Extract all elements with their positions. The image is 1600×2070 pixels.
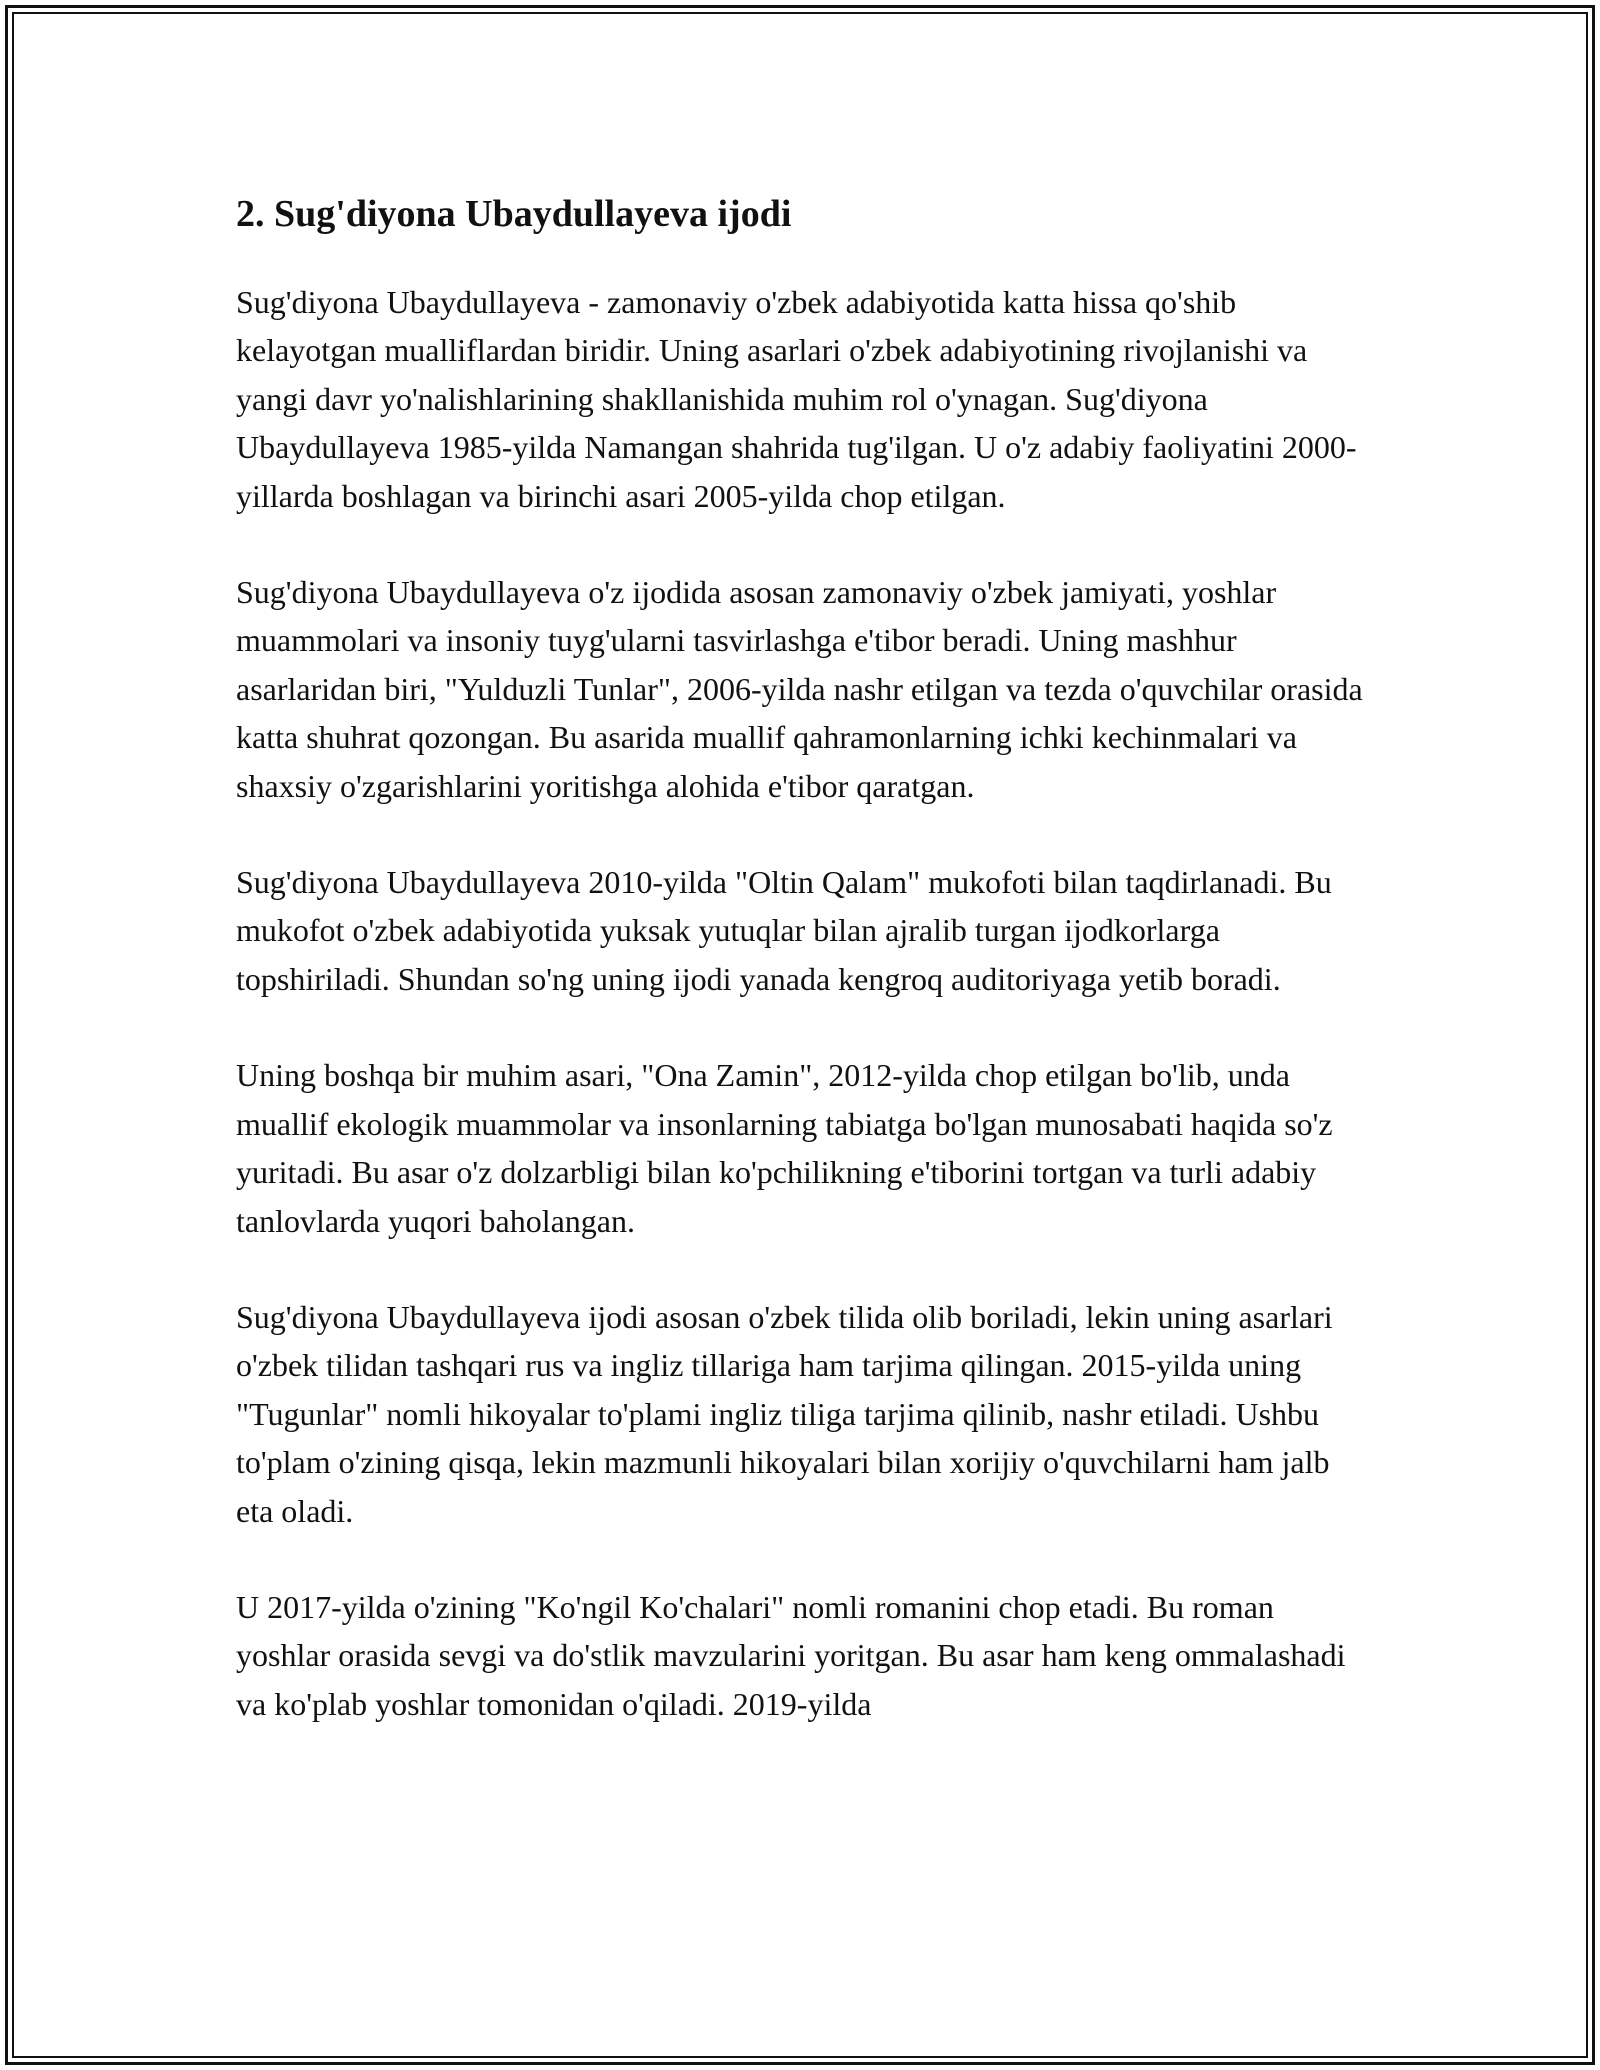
paragraph-2: Sug'diyona Ubaydullayeva o'z ijodida asosan zamonaviy o'zbek jamiyati, yoshlar muammolari va insoniy tuyg'ularni tasvirlashga e'tibor beradi. Uning mashhur asarlaridan biri, "Yulduzli Tunlar", 2006-yilda nashr etilgan va tezda o'quvchilar orasida katta shuhrat qozongan. Bu asarida muallif qahramonlarning ichki kechinmalari va shaxsiy o'zgarishlarini yoritishga alohida e'tibor qaratgan. — [236, 574, 1363, 804]
paragraph-4: Uning boshqa bir muhim asari, "Ona Zamin", 2012-yilda chop etilgan bo'lib, unda muallif ekologik muammolar va insonlarning tabiatga bo'lgan munosabati haqida so'z yuritadi. Bu asar o'z dolzarbligi bilan ko'pchilikning e'tiborini tortgan va turli adabiy tanlovlarda yuqori baholangan. — [236, 1057, 1333, 1239]
paragraph-1: Sug'diyona Ubaydullayeva - zamonaviy o'zbek adabiyotida katta hissa qo'shib kelayotgan mualliflardan biridir. Uning asarlari o'zbek adabiyotining rivojlanishi va yangi davr yo'nalishlarining shakllanishida muhim rol o'ynagan. Sug'diyona Ubaydullayeva 1985-yilda Namangan shahrida tug'ilgan. U o'z adabiy faoliyatini 2000-yillarda boshlagan va birinchi asari 2005-yilda chop etilgan. — [236, 284, 1357, 514]
paragraph-6: U 2017-yilda o'zining "Ko'ngil Ko'chalari" nomli romanini chop etadi. Bu roman yoshlar orasida sevgi va do'stlik mavzularini yoritgan. Bu asar ham keng ommalashadi va ko'plab yoshlar tomonidan o'qiladi. 2019-yilda — [236, 1588, 1346, 1722]
paragraph-5: Sug'diyona Ubaydullayeva ijodi asosan o'zbek tilida olib boriladi, lekin uning asarlari o'zbek tilidan tashqari rus va ingliz tillariga ham tarjima qilingan. 2015-yilda uning "Tugunlar" nomli hikoyalar to'plami ingliz tiliga tarjima qilinib, nashr etiladi. Ushbu to'plam o'zining qisqa, lekin mazmunli hikoyalari bilan xorijiy o'quvchilarni ham jalb eta oladi. — [236, 1298, 1333, 1529]
section-heading: 2. Sug'diyona Ubaydullayeva ijodi — [236, 193, 792, 235]
document-body — [236, 186, 1366, 1776]
paragraph-3: Sug'diyona Ubaydullayeva 2010-yilda "Oltin Qalam" mukofoti bilan taqdirlanadi. Bu mukofot o'zbek adabiyotida yuksak yutuqlar bilan ajralib turgan ijodkorlarga topshiriladi. Shundan so'ng uning ijodi yanada kengroq auditoriyaga yetib boradi. — [236, 864, 1332, 997]
